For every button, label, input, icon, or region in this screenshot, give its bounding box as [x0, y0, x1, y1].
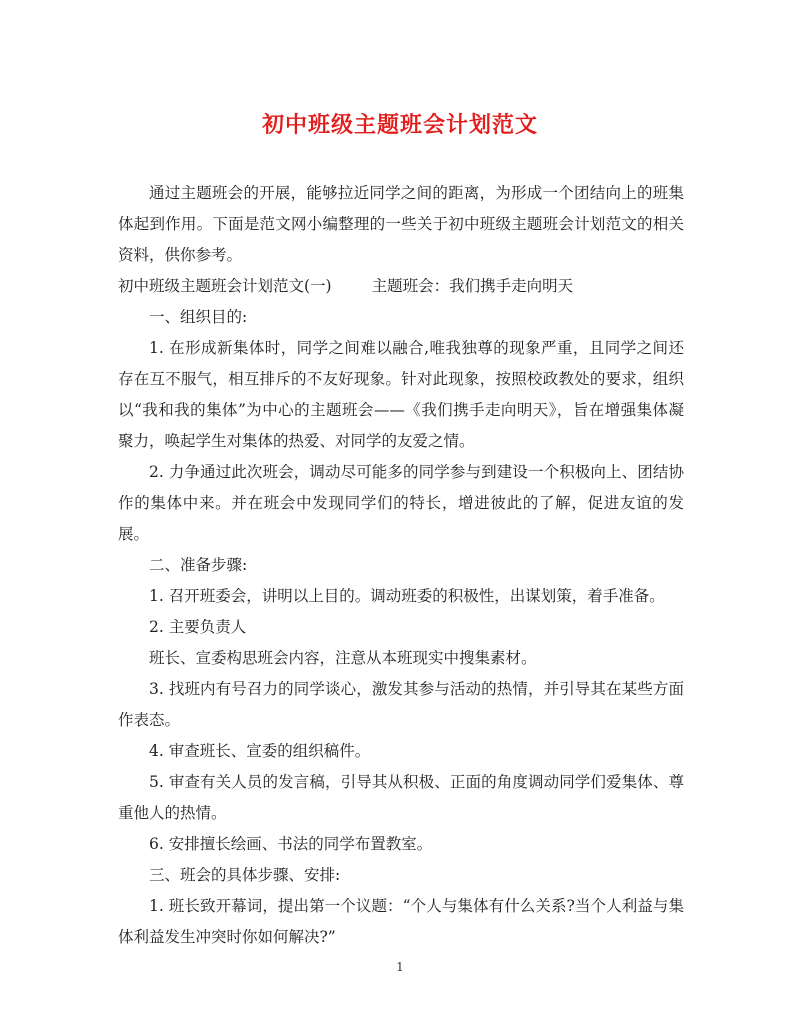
part2-item3: 3. 找班内有号召力的同学谈心，激发其参与活动的热情，并引导其在某些方面作表态。: [118, 680, 684, 729]
part2-item2: 2. 主要负责人: [149, 618, 247, 636]
part3-item1: 1. 班长致开幕词，提出第一个议题：“个人与集体有什么关系?当个人利益与集体利益发生冲突时你如何解决?”: [118, 897, 684, 946]
section-heading-line: [118, 271, 684, 302]
part2-item5: 5. 审查有关人员的发言稿，引导其从积极、正面的角度调动同学们爱集体、尊重他人的热情。: [118, 773, 684, 822]
section-theme: 主题班会：我们携手走向明天: [371, 277, 574, 295]
page-number: 1: [396, 960, 404, 974]
part2-item1: 1. 召开班委会，讲明以上目的。调动班委的积极性，出谋划策，着手准备。: [149, 587, 665, 605]
part1-item1: 1. 在形成新集体时，同学之间难以融合,唯我独尊的现象严重，且同学之间还存在互不服气，相互排斥的不友好现象。针对此现象，按照校政教处的要求，组织以“我和我的集体”为中心的主题班会——《我们携手走向明天》，旨在增强集体凝聚力，唤起学生对集体的热爱、对同学的友爱之情。: [118, 339, 684, 450]
part2-item2-detail: 班长、宣委构思班会内容，注意从本班现实中搜集素材。: [149, 649, 537, 667]
intro-paragraph: 通过主题班会的开展，能够拉近同学之间的距离，为形成一个团结向上的班集体起到作用。下面是范文网小编整理的一些关于初中班级主题班会计划范文的相关资料，供你参考。: [118, 184, 684, 264]
part1-item2: 2. 力争通过此次班会，调动尽可能多的同学参与到建设一个积极向上、团结协作的集体中来。并在班会中发现同学们的特长，增进彼此的了解，促进友谊的发展。: [118, 463, 684, 543]
part2-item6: 6. 安排擅长绘画、书法的同学布置教室。: [149, 835, 433, 853]
part2-item4: 4. 审查班长、宣委的组织稿件。: [149, 742, 371, 760]
part1-heading: 一、组织目的:: [149, 308, 248, 326]
part2-heading: 二、准备步骤:: [149, 556, 248, 574]
document-body: [118, 178, 684, 953]
document-title: 初中班级主题班会计划范文: [261, 112, 538, 138]
section-heading: 初中班级主题班会计划范文(一): [118, 277, 332, 295]
part3-heading: 三、班会的具体步骤、安排:: [149, 866, 341, 884]
